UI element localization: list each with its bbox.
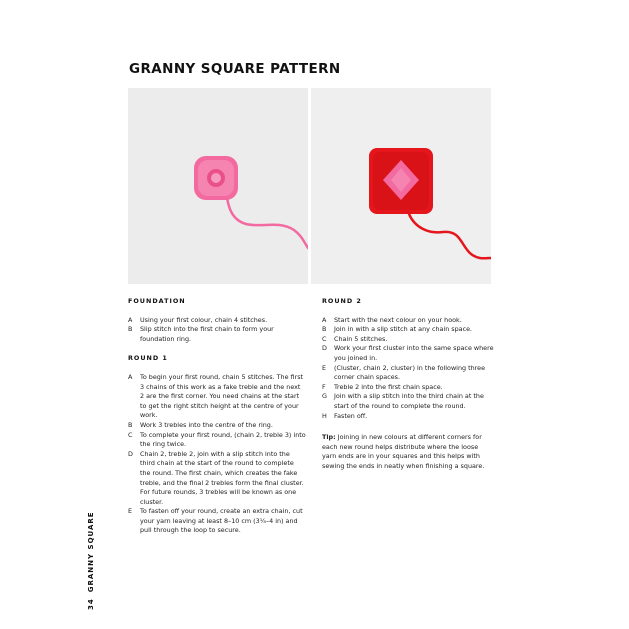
tip-text: Joining in new colours at different corners for each new round helps distribute where the loose yarn ends are in your squares and this helps with sewing the ends in neatly when finishing a square. <box>322 433 485 470</box>
step-letter: B <box>322 325 327 334</box>
step-letter: E <box>128 507 133 516</box>
step-text: Using your first colour, chain 4 stitches. <box>140 315 268 324</box>
round2-heading: ROUND 2 <box>322 297 362 305</box>
round1-heading: ROUND 1 <box>128 354 168 363</box>
list-item <box>322 383 494 393</box>
tip-label: Tip: <box>322 433 336 442</box>
step-text: Work your first cluster into the same space where you joined in. <box>334 344 494 362</box>
tip-box <box>322 433 494 471</box>
step-text: Join in with a slip stitch at any chain space. <box>334 325 473 334</box>
step-letter: B <box>128 325 133 334</box>
list-item <box>322 412 494 422</box>
list-item <box>322 364 494 383</box>
foundation-heading: FOUNDATION <box>128 297 186 305</box>
right-column <box>322 297 494 472</box>
list-item <box>128 316 306 326</box>
list-item <box>128 373 306 421</box>
step-letter: F <box>322 382 326 391</box>
step-text: Work 3 trebles into the centre of the ring. <box>140 420 273 429</box>
round2-steps <box>322 316 494 422</box>
page-footer <box>87 511 95 610</box>
step-text: (Cluster, chain 2, cluster) in the following three corner chain spaces. <box>334 363 486 382</box>
list-item <box>322 316 494 326</box>
step-letter: B <box>128 420 133 429</box>
pink-ring-photo <box>128 88 308 284</box>
list-item <box>128 325 306 344</box>
page-number: 34 <box>87 598 95 610</box>
step-text: To fasten off your round, create an extra chain, cut your yarn leaving at least 8–10 cm (3¼–4 in) and pull through the loop to secure. <box>140 507 303 535</box>
red-square-photo <box>311 88 491 284</box>
list-item <box>322 325 494 335</box>
list-item <box>322 392 494 411</box>
list-item <box>322 344 494 363</box>
step-text: To begin your first round, chain 5 stitches. The first 3 chains of this work as a fake treble and the next 2 are the first corner. You need chains at the start to get the right stitch height at the centre of your work. <box>140 372 304 420</box>
step-letter: D <box>128 449 133 458</box>
list-item <box>128 450 306 508</box>
list-item <box>128 421 306 431</box>
step-text: Join with a slip stitch into the third chain at the start of the round to complete the round. <box>334 392 484 410</box>
page-title: GRANNY SQUARE PATTERN <box>129 61 341 77</box>
step-text: Start with the next colour on your hook. <box>334 315 462 324</box>
step-letter: C <box>128 430 133 439</box>
list-item <box>322 335 494 345</box>
step-text: Fasten off. <box>334 411 368 420</box>
section-name: GRANNY SQUARE <box>87 511 95 593</box>
list-item <box>128 431 306 450</box>
step-letter: G <box>322 392 327 401</box>
step-text: Slip stitch into the first chain to form your foundation ring. <box>140 325 274 343</box>
list-item <box>128 507 306 536</box>
step-letter: C <box>322 334 327 343</box>
left-column <box>128 297 306 546</box>
step-letter: A <box>128 315 133 324</box>
step-text: Chain 5 stitches. <box>334 334 388 343</box>
step-text: To complete your first round, (chain 2, treble 3) into the ring twice. <box>140 430 306 449</box>
step-letter: D <box>322 344 327 353</box>
foundation-steps <box>128 316 306 345</box>
step-text: Chain 2, treble 2, join with a slip stitch into the third chain at the start of the round to complete the round. The first chain, which creates the fake treble, and the final 2 trebles form the final cluster. For future rounds, 3 trebles will be known as one cluster. <box>140 449 304 506</box>
step-letter: A <box>322 315 327 324</box>
step-letter: A <box>128 372 133 381</box>
step-letter: E <box>322 363 327 372</box>
round1-steps <box>128 373 306 536</box>
step-letter: H <box>322 411 327 420</box>
step-text: Treble 2 into the first chain space. <box>334 382 443 391</box>
